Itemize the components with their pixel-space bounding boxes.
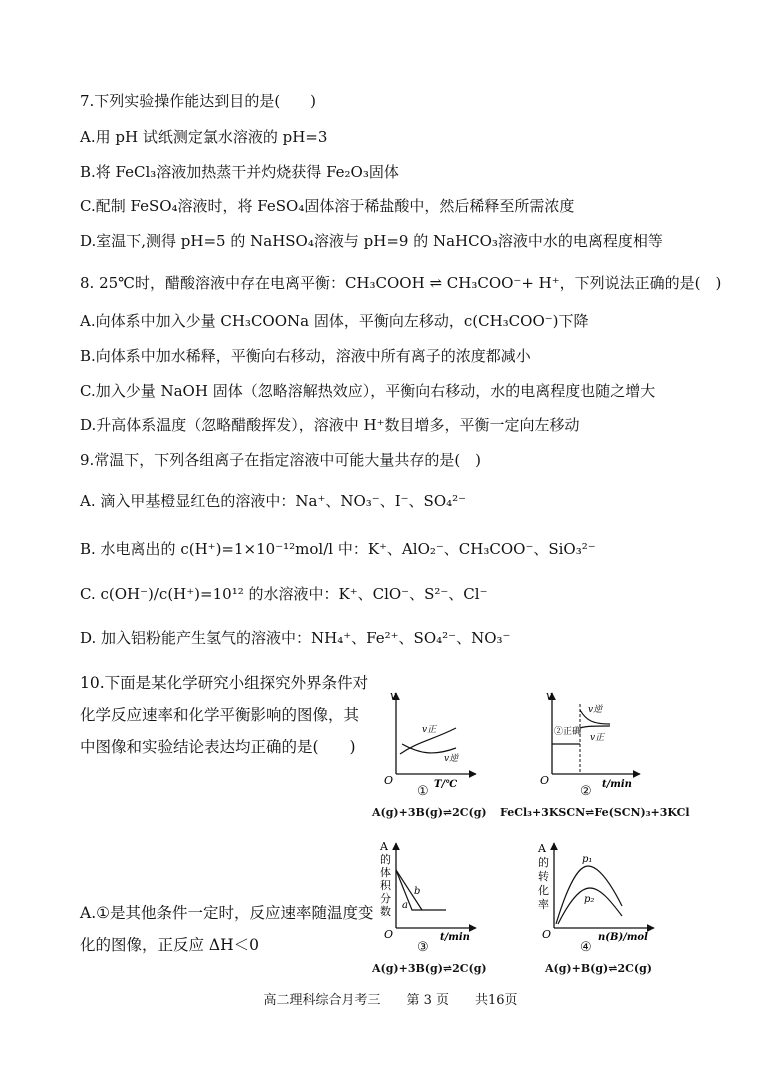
p2-label: p₂ bbox=[584, 894, 595, 905]
svg-text:积: 积 bbox=[380, 879, 391, 892]
v-zheng-label: v正 bbox=[422, 725, 437, 735]
axis-x-label: t/min bbox=[602, 779, 632, 790]
q9-stem: 9.常温下，下列各组离子在指定溶液中可能大量共存的是( ) bbox=[80, 451, 482, 469]
origin-label: O bbox=[542, 928, 552, 941]
q7-option-c: C.配制 FeSO₄溶液时，将 FeSO₄固体溶于稀盐酸中，然后稀释至所需浓度 bbox=[80, 197, 575, 215]
graph-4-equation: A(g)+B(g)⇌2C(g) bbox=[545, 962, 652, 975]
p1-label: p₁ bbox=[582, 854, 593, 865]
origin-label: O bbox=[384, 928, 394, 941]
v-ni-curve bbox=[402, 744, 456, 753]
v-zheng-curve bbox=[580, 726, 610, 728]
q7-option-b: B.将 FeCl₃溶液加热蒸干并灼烧获得 Fe₂O₃固体 bbox=[80, 163, 399, 181]
origin-label: O bbox=[540, 774, 550, 787]
svg-text:化: 化 bbox=[538, 884, 549, 897]
svg-text:分: 分 bbox=[380, 892, 391, 905]
graph-1-equation: A(g)+3B(g)⇌2C(g) bbox=[372, 806, 487, 819]
graph-1 bbox=[372, 688, 482, 793]
svg-text:率: 率 bbox=[538, 898, 549, 911]
axis-x-label: t/min bbox=[440, 932, 470, 943]
handwritten-note: ②正确 bbox=[554, 727, 582, 737]
graph-3-equation: A(g)+3B(g)⇌2C(g) bbox=[372, 962, 487, 975]
q9-option-a: A. 滴入甲基橙显红色的溶液中：Na⁺、NO₃⁻、I⁻、SO₄²⁻ bbox=[80, 492, 467, 510]
origin-label: O bbox=[384, 774, 394, 787]
v-zheng-label: v正 bbox=[590, 733, 605, 743]
q7-option-a: A.用 pH 试纸测定氯水溶液的 pH=3 bbox=[80, 128, 328, 146]
q8-option-b: B.向体系中加水稀释，平衡向右移动，溶液中所有离子的浓度都减小 bbox=[80, 347, 531, 365]
v-ni-label: v逆 bbox=[444, 754, 459, 764]
graph-2-equation: FeCl₃+3KSCN⇌Fe(SCN)₃+3KCl bbox=[500, 806, 690, 819]
graph-4-number: ④ bbox=[580, 940, 592, 955]
graph-2-number: ② bbox=[580, 784, 592, 799]
curve-b-label: b bbox=[414, 886, 421, 897]
q10-option-a: A.①是其他条件一定时，反应速率随温度变化的图像，正反应 ΔH＜0 bbox=[80, 904, 374, 954]
q9-option-c: C. c(OH⁻)/c(H⁺)=10¹² 的水溶液中：K⁺、ClO⁻、S²⁻、Cl⁻ bbox=[80, 585, 488, 603]
svg-text:体: 体 bbox=[380, 866, 391, 879]
q9-option-d: D. 加入铝粉能产生氢气的溶液中：NH₄⁺、Fe²⁺、SO₄²⁻、NO₃⁻ bbox=[80, 629, 511, 647]
q8-option-a: A.向体系中加入少量 CH₃COONa 固体，平衡向左移动，c(CH₃COO⁻)下降 bbox=[80, 312, 589, 330]
axis-x-label: T/℃ bbox=[434, 779, 458, 790]
svg-text:的: 的 bbox=[380, 853, 391, 866]
graph-1-number: ① bbox=[417, 784, 429, 799]
svg-text:数: 数 bbox=[380, 905, 391, 918]
curve-a-label: a bbox=[402, 900, 408, 911]
q10-stem: 10.下面是某化学研究小组探究外界条件对化学反应速率和化学平衡影响的图像，其中图像和实验结论表达均正确的是( ) bbox=[80, 674, 369, 756]
q8-option-d: D.升高体系温度（忽略醋酸挥发），溶液中 H⁺数目增多，平衡一定向左移动 bbox=[80, 416, 580, 434]
graph-2 bbox=[530, 688, 645, 793]
page-footer: 高二理科综合月考三 第 3 页 共16页 bbox=[263, 993, 518, 1008]
graph-4 bbox=[530, 838, 660, 943]
axis-y-label: A bbox=[380, 840, 388, 853]
axis-x-label: n(B)/mol bbox=[598, 932, 648, 943]
q7-option-d: D.室温下,测得 pH=5 的 NaHSO₄溶液与 pH=9 的 NaHCO₃溶液中水的电离程度相等 bbox=[80, 232, 663, 250]
graph-3-number: ③ bbox=[417, 940, 429, 955]
svg-text:转: 转 bbox=[538, 870, 549, 883]
q9-option-b: B. 水电离出的 c(H⁺)=1×10⁻¹²mol/l 中：K⁺、AlO₂⁻、CH₃COO⁻、SiO₃²⁻ bbox=[80, 540, 596, 558]
svg-text:的: 的 bbox=[538, 856, 549, 869]
q7-stem: 7.下列实验操作能达到目的是( ) bbox=[80, 92, 317, 110]
v-ni-label: v逆 bbox=[588, 705, 603, 715]
q8-option-c: C.加入少量 NaOH 固体（忽略溶解热效应），平衡向右移动，水的电离程度也随之增大 bbox=[80, 382, 656, 400]
axis-v-label: v bbox=[546, 689, 553, 702]
axis-y-label: A bbox=[538, 842, 546, 855]
axis-v-label: v bbox=[390, 689, 397, 702]
q8-stem: 8. 25℃时，醋酸溶液中存在电离平衡：CH₃COOH ⇌ CH₃COO⁻+ H⁺，下列说法正确的是( ) bbox=[80, 274, 722, 292]
graph-3 bbox=[372, 838, 482, 943]
